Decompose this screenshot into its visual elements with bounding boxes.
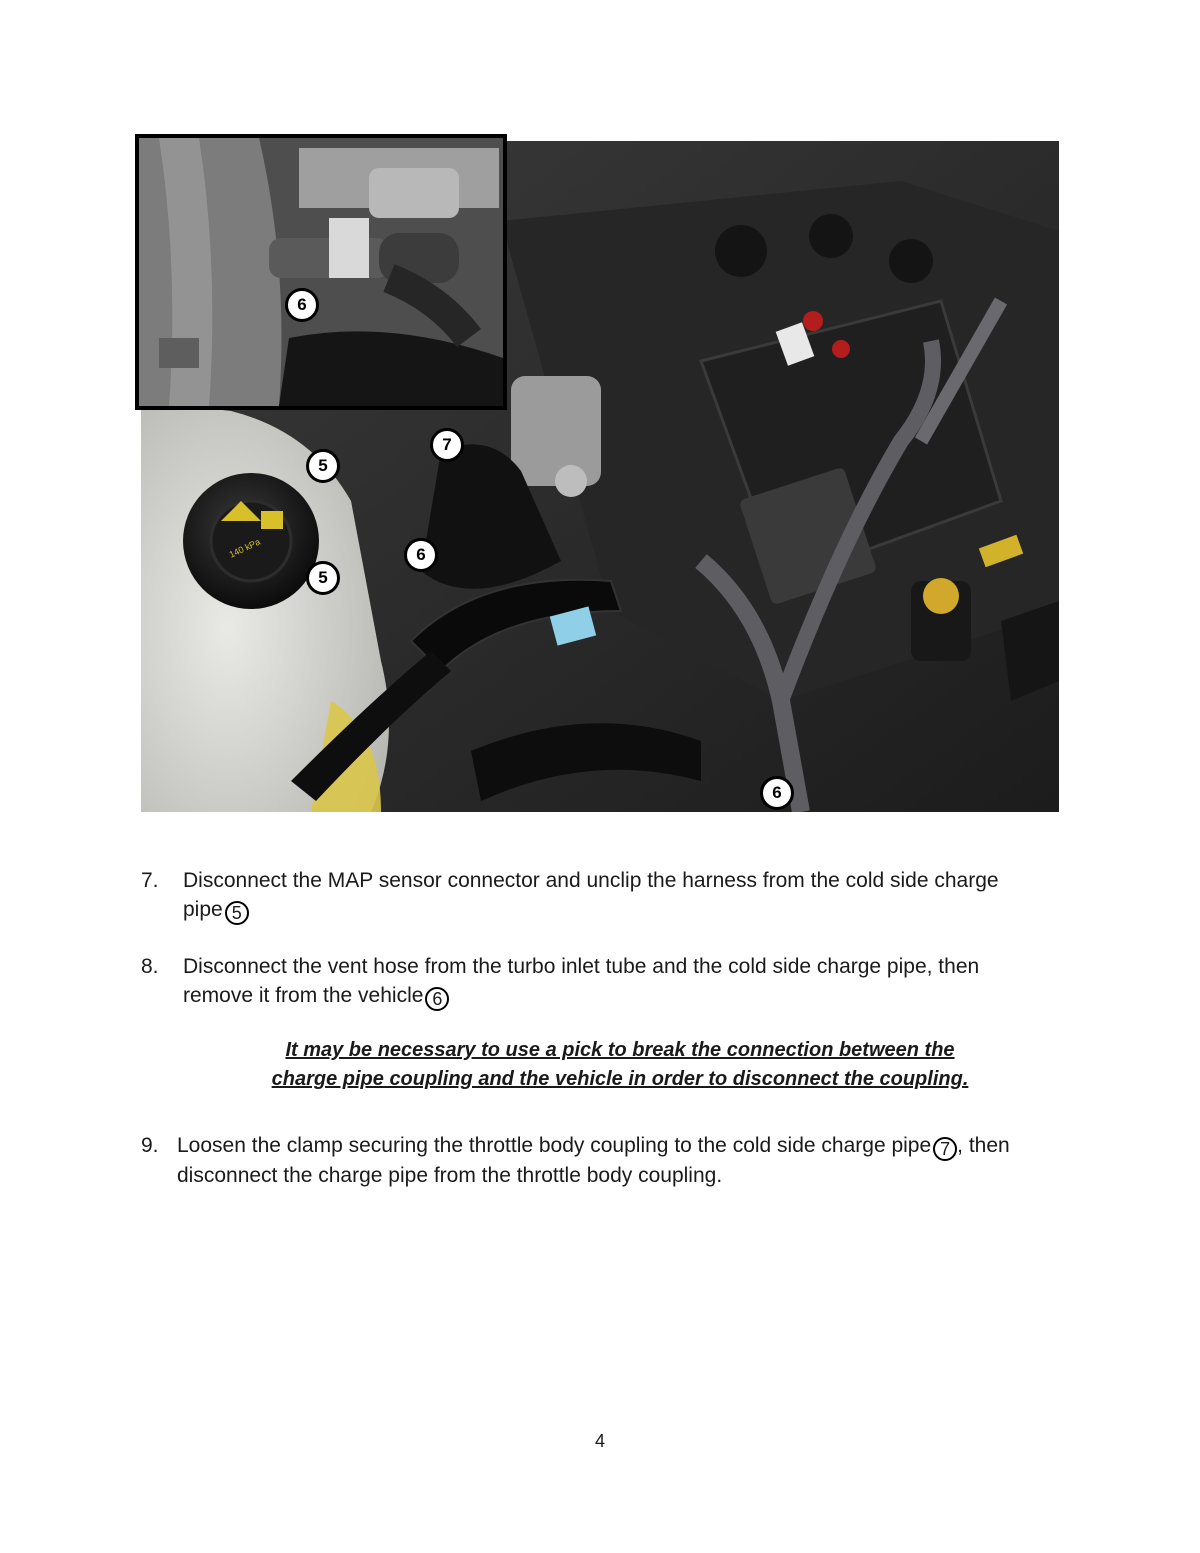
step-number: 7. bbox=[141, 869, 159, 892]
callout-6-bottom: 6 bbox=[760, 776, 794, 810]
reference-callout: 5 bbox=[225, 901, 249, 925]
reference-callout: 6 bbox=[425, 987, 449, 1011]
step-7 bbox=[141, 866, 1041, 925]
reference-callout: 7 bbox=[933, 1137, 957, 1161]
callout-6-mid: 6 bbox=[404, 538, 438, 572]
caution-note bbox=[200, 1036, 1040, 1094]
callout-5-cap: 5 bbox=[306, 561, 340, 595]
page-number: 4 bbox=[594, 1431, 605, 1451]
callout-5-top: 5 bbox=[306, 449, 340, 483]
note-line-2: charge pipe coupling and the vehicle in order to disconnect the coupling. bbox=[271, 1068, 969, 1090]
step-9 bbox=[141, 1131, 1061, 1190]
step-text: Loosen the clamp securing the throttle body coupling to the cold side charge pipe bbox=[177, 1134, 932, 1157]
svg-text:140 kPa: 140 kPa bbox=[227, 536, 262, 560]
step-text-continued: , then disconnect the charge pipe from the throttle body coupling. bbox=[177, 1134, 1010, 1187]
callout-7: 7 bbox=[430, 428, 464, 462]
inset-closeup-illustration bbox=[139, 138, 503, 406]
note-line-1: It may be necessary to use a pick to break the connection between the bbox=[285, 1039, 955, 1061]
step-number: 8. bbox=[141, 955, 159, 978]
inset-closeup-photo bbox=[135, 134, 507, 410]
step-8 bbox=[141, 952, 1041, 1011]
callout-6-inset: 6 bbox=[285, 288, 319, 322]
step-text: Disconnect the MAP sensor connector and unclip the harness from the cold side charge pipe bbox=[183, 869, 999, 921]
step-number: 9. bbox=[141, 1134, 159, 1157]
step-text: Disconnect the vent hose from the turbo inlet tube and the cold side charge pipe, then remove it from the vehicle bbox=[183, 955, 980, 1007]
